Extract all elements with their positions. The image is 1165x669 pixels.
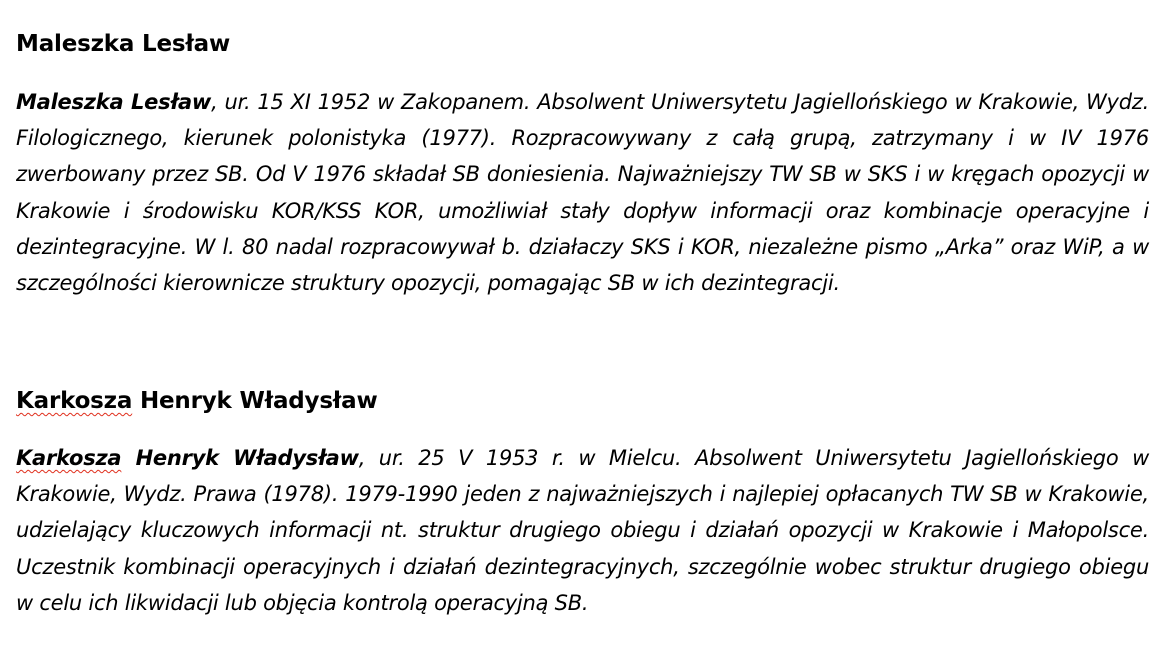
heading-surname-misspelled: Karkosza [16, 388, 133, 414]
entry-heading: Maleszka Lesław [16, 31, 231, 57]
entry-body [16, 84, 1149, 301]
bold-rest: Henryk Władysław [121, 446, 359, 470]
bold-surname-misspelled: Karkosza [16, 446, 122, 470]
entry-bold-name: Maleszka Lesław [16, 90, 212, 114]
heading-rest: Henryk Władysław [132, 388, 378, 414]
entry-body [16, 440, 1149, 621]
entry-bold-name [16, 446, 359, 470]
entry-text: , ur. 15 XI 1952 w Zakopanem. Absolwent Uniwersytetu Jagiellońskiego w Krakowie, Wydz. Filologicznego, kierunek polonistyka (1977). Rozpracowywany z całą grupą, zatrzymany i w IV 1976 zwerbowany przez SB. Od V 1976 składał SB doniesienia. Najważniejszy TW SB w SKS i w kręgach opozycji w Krakowie i środowisku KOR/KSS KOR, umożliwiał stały dopływ informacji oraz kombinacje operacyjne i dezintegracyjne. W l. 80 nadal rozpracowywał b. działaczy SKS i KOR, niezależne pismo „Arka” oraz WiP, a w szczególności kierownicze struktury opozycji, pomagając SB w ich dezintegracji. [16, 90, 1149, 296]
entry-text: , ur. 25 V 1953 r. w Mielcu. Absolwent Uniwersytetu Jagiellońskiego w Krakowie, Wydz. Prawa (1978). 1979-1990 jeden z najważniejszych i najlepiej opłacanych TW SB w Krakowie, udzielający kluczowych informacji nt. struktur drugiego obiegu i działań opozycji w Krakowie i Małopolsce. Uczestnik kombinacji operacyjnych i działań dezintegracyjnych, szczególnie wobec struktur drugiego obiegu w celu ich likwidacji lub objęcia kontrolą operacyjną SB. [16, 446, 1149, 615]
entry-heading [16, 386, 378, 416]
